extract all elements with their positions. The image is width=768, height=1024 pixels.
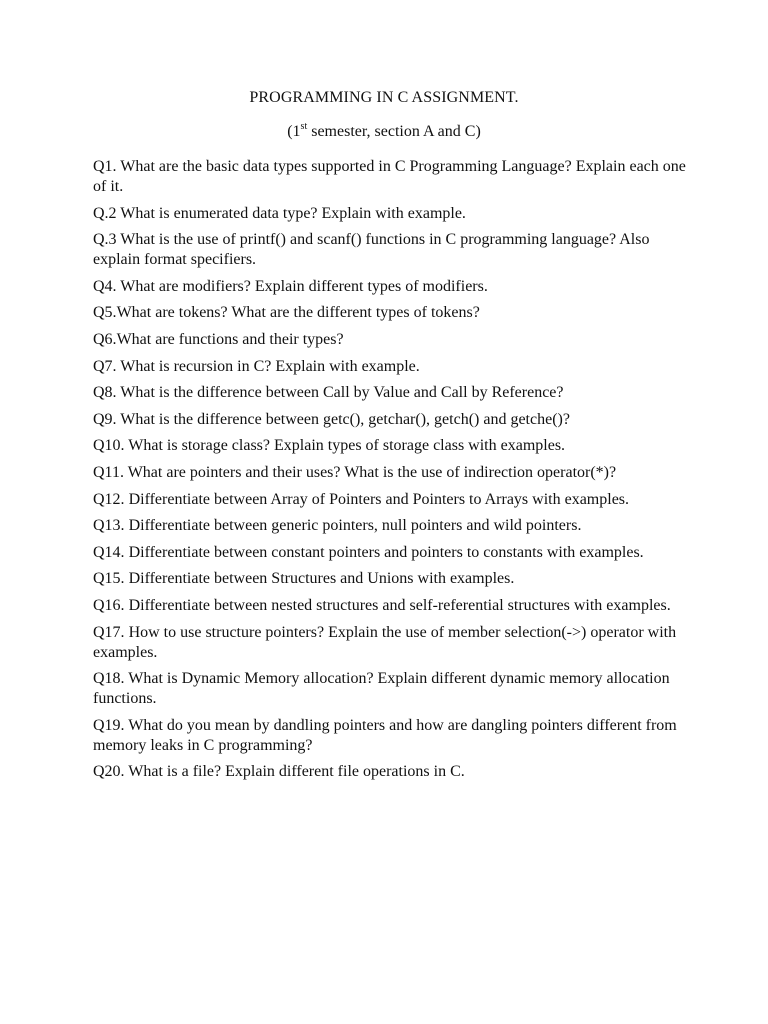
- question-number: Q1.: [93, 158, 117, 175]
- question-text: Differentiate between generic pointers, null pointers and wild pointers.: [128, 517, 582, 535]
- question-number: Q18.: [93, 670, 125, 688]
- subtitle-open: (1: [287, 123, 301, 140]
- document-title: PROGRAMMING IN C ASSIGNMENT.: [249, 89, 519, 106]
- question-item: [93, 543, 693, 563]
- question-text: How to use structure pointers? Explain the use of member selection(->) operator with examples.: [93, 623, 677, 661]
- question-item: [93, 569, 693, 589]
- question-text: What is Dynamic Memory allocation? Explain different dynamic memory allocation functions.: [93, 670, 670, 708]
- subtitle-superscript: st: [300, 120, 308, 132]
- question-item: [93, 383, 693, 403]
- question-item: [93, 157, 693, 197]
- question-number: Q15.: [93, 570, 125, 588]
- question-item: [93, 330, 693, 350]
- question-text: What is storage class? Explain types of storage class with examples.: [128, 437, 566, 455]
- question-number: Q5.: [93, 304, 117, 322]
- question-item: [93, 436, 693, 456]
- question-text: Differentiate between nested structures and self-referential structures with examples.: [128, 596, 671, 614]
- question-text: What is enumerated data type? Explain with example.: [120, 204, 466, 222]
- question-number: Q19.: [93, 716, 125, 734]
- question-text: What are modifiers? Explain different types of modifiers.: [120, 277, 488, 295]
- subtitle-close: semester, section A and C): [307, 123, 481, 140]
- question-item: [93, 204, 693, 224]
- question-number: Q9.: [93, 410, 117, 428]
- question-item: [93, 762, 693, 782]
- question-number: Q6.: [93, 330, 117, 348]
- question-text: What is a file? Explain different file operations in C.: [128, 763, 465, 781]
- question-item: [93, 230, 693, 270]
- question-item: [93, 623, 693, 663]
- question-number: Q7.: [93, 357, 117, 375]
- question-number: Q11.: [93, 463, 124, 481]
- question-number: Q12.: [93, 490, 125, 508]
- question-text: What is the difference between getc(), getchar(), getch() and getche()?: [120, 410, 570, 428]
- question-number: Q10.: [93, 437, 125, 455]
- question-list: [93, 157, 693, 789]
- question-text: Differentiate between constant pointers and pointers to constants with examples.: [128, 543, 644, 561]
- question-number: Q20.: [93, 763, 125, 781]
- question-number: Q17.: [93, 623, 125, 641]
- question-item: [93, 716, 693, 756]
- question-number: Q13.: [93, 517, 125, 535]
- question-number: Q.2: [93, 204, 117, 222]
- question-number: Q4.: [93, 277, 117, 295]
- question-item: [93, 463, 693, 483]
- question-item: [93, 516, 693, 536]
- question-text: What are the basic data types supported in C Programming Language? Explain each one of it.: [93, 158, 686, 195]
- question-text: What is the difference between Call by Value and Call by Reference?: [120, 384, 564, 402]
- question-text: What are functions and their types?: [116, 330, 344, 348]
- question-text: What are tokens? What are the different types of tokens?: [116, 304, 480, 322]
- question-number: Q14.: [93, 543, 125, 561]
- question-number: Q.3: [93, 231, 117, 249]
- question-item: [93, 669, 693, 709]
- question-item: [93, 303, 693, 323]
- question-item: [93, 410, 693, 430]
- question-text: What is recursion in C? Explain with example.: [120, 357, 420, 375]
- question-text: What is the use of printf() and scanf() functions in C programming language? Also explain format specifiers.: [93, 231, 650, 269]
- document-subtitle: [0, 122, 768, 142]
- question-text: Differentiate between Array of Pointers and Pointers to Arrays with examples.: [128, 490, 630, 508]
- question-item: [93, 357, 693, 377]
- question-item: [93, 596, 693, 616]
- question-number: Q8.: [93, 384, 117, 402]
- question-item: [93, 490, 693, 510]
- question-item: [93, 277, 693, 297]
- question-text: What are pointers and their uses? What is the use of indirection operator(*)?: [127, 463, 617, 481]
- question-number: Q16.: [93, 596, 125, 614]
- question-text: What do you mean by dandling pointers and how are dangling pointers different from memory leaks in C programming?: [93, 716, 677, 754]
- question-text: Differentiate between Structures and Unions with examples.: [128, 570, 515, 588]
